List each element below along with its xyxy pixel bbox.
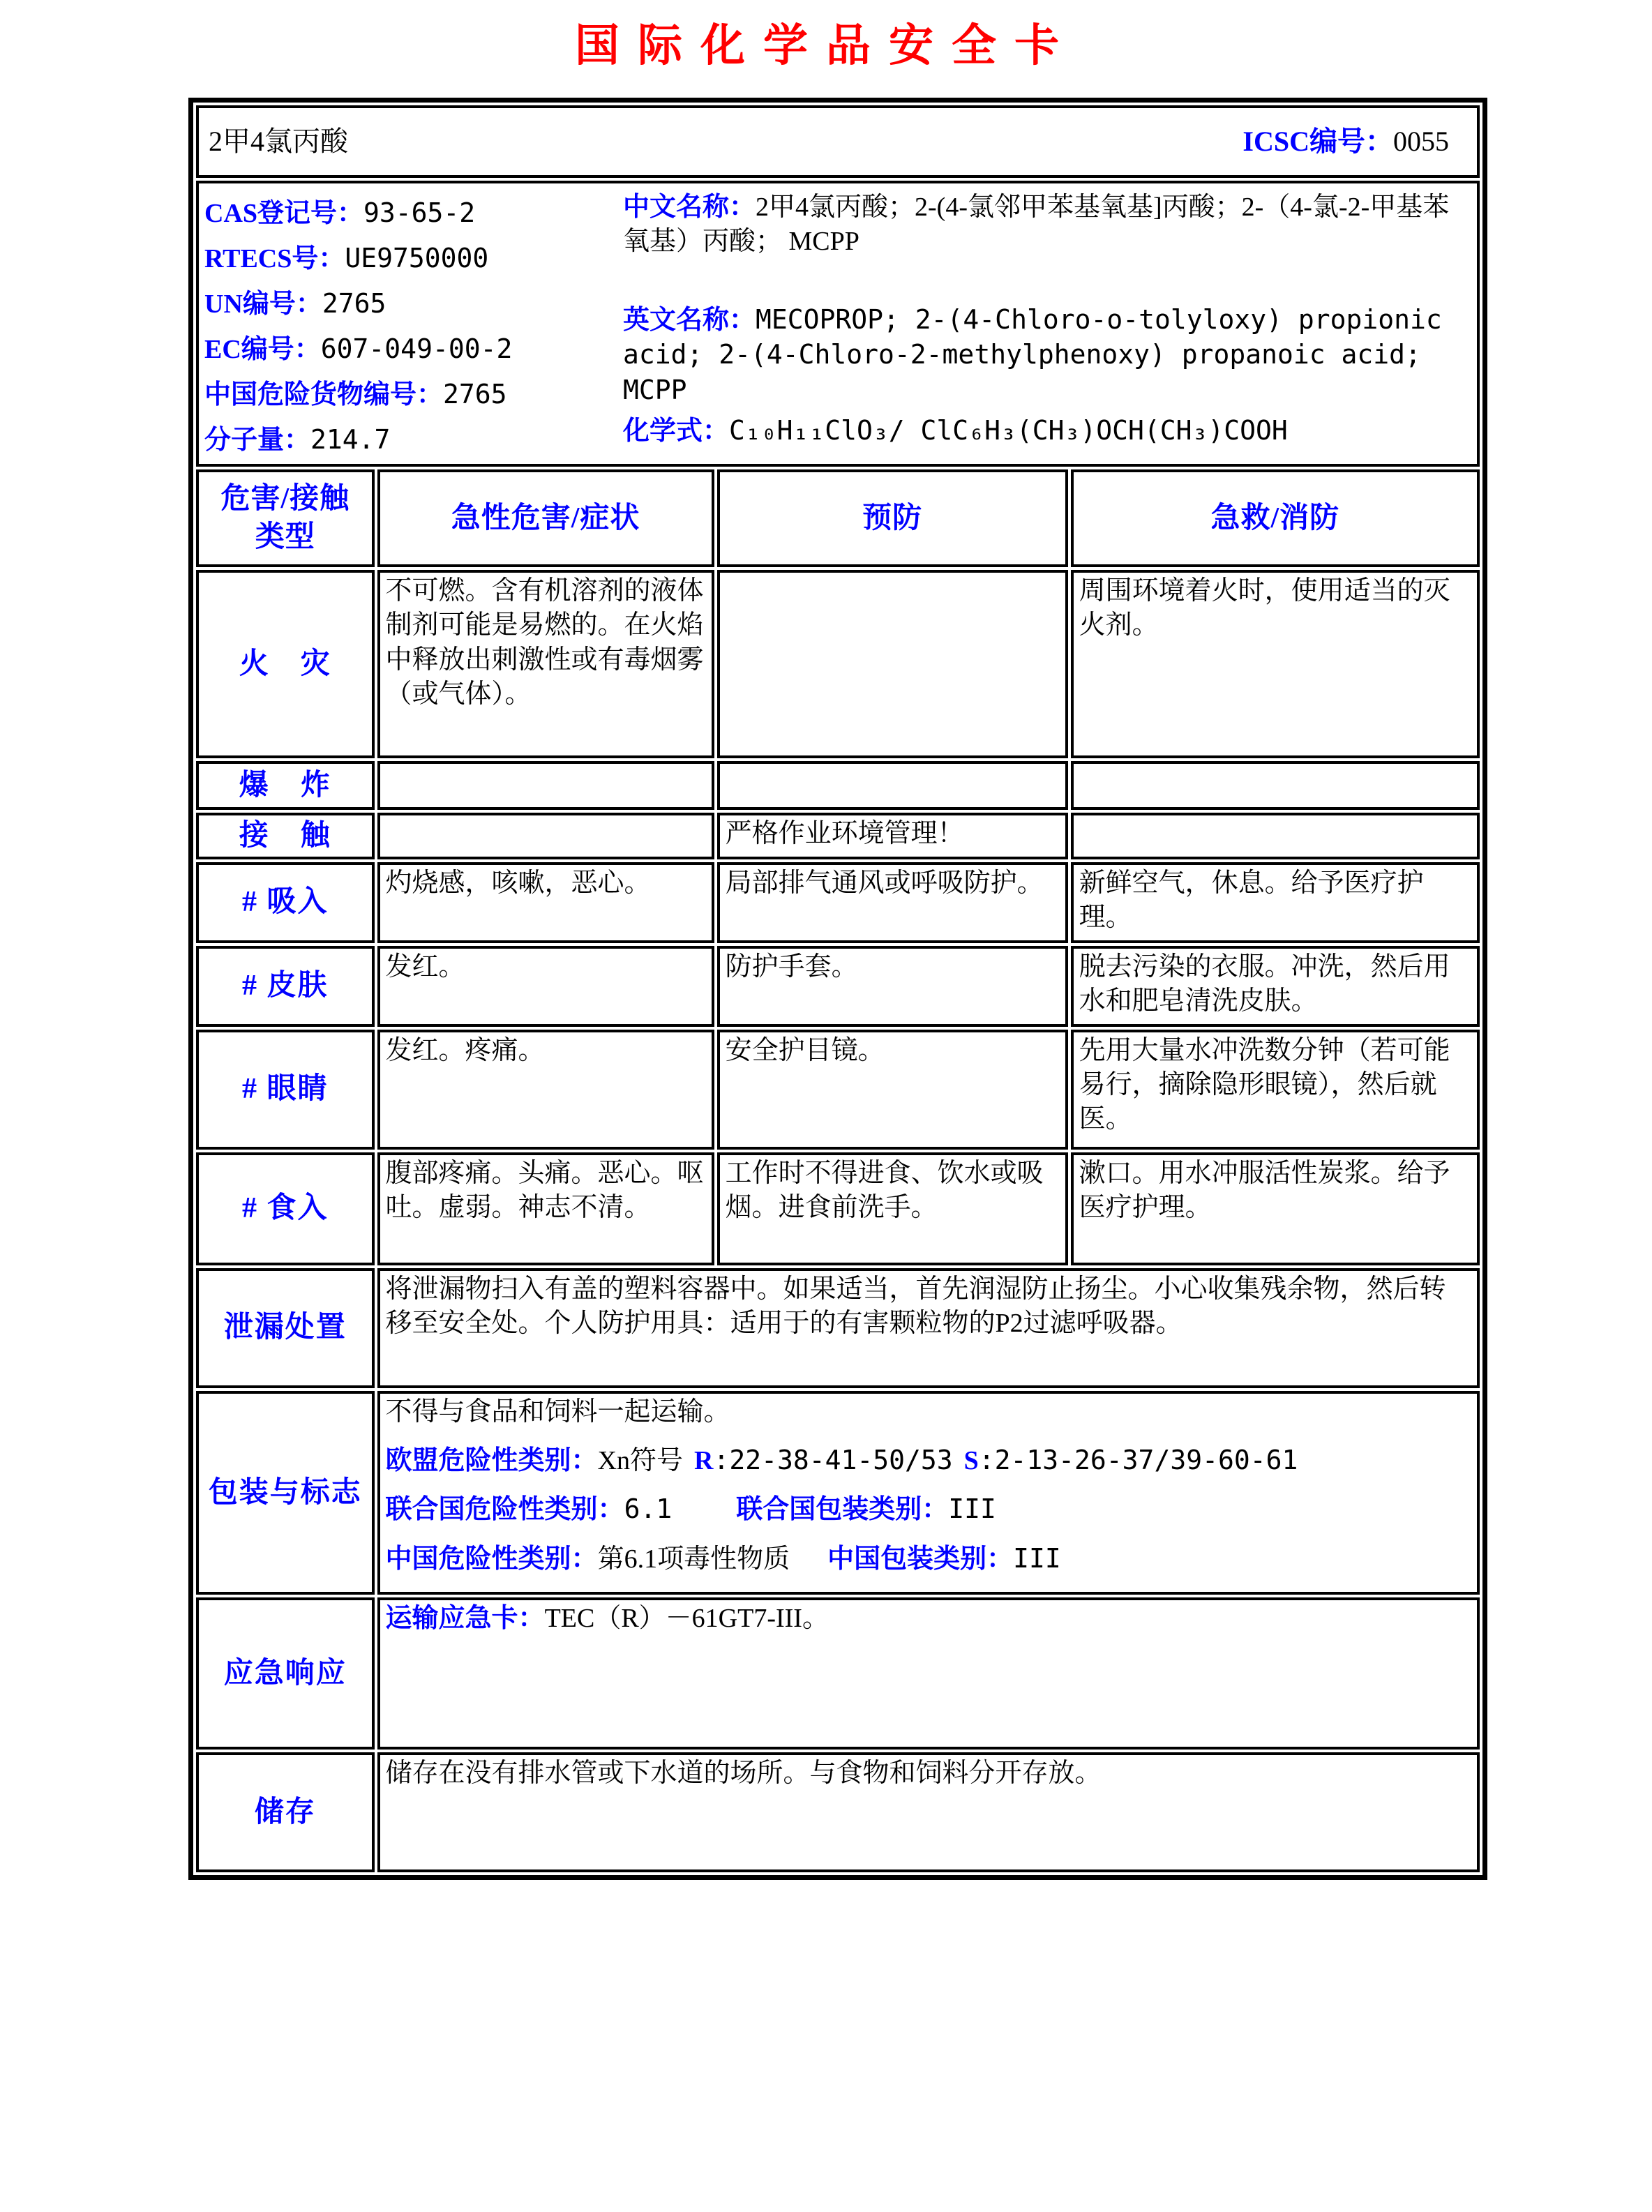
english-name-line (623, 303, 1469, 408)
registry-numbers (204, 190, 623, 462)
skin-acute: 发红。 (377, 946, 714, 1027)
tec-card-label: 运输应急卡： (385, 1604, 545, 1634)
s-phrases-label: S (963, 1445, 979, 1475)
r-phrases-value: :22-38-41-50/53 (713, 1444, 953, 1475)
exposure-first-aid (1071, 813, 1480, 859)
china-classification-line (386, 1542, 1471, 1577)
emergency-row (196, 1597, 1480, 1750)
english-name-label: 英文名称： (623, 305, 756, 335)
formula-value: C₁₀H₁₁ClO₃/ ClC₆H₃(CH₃)OCH(CH₃)COOH (729, 414, 1288, 446)
chemical-name: 2甲4氯丙酸 (209, 126, 348, 157)
identification-row (196, 181, 1480, 467)
china-class-label: 中国危险性类别： (385, 1544, 598, 1574)
china-packgroup-label: 中国包装类别： (827, 1544, 1014, 1574)
header-acute-hazards: 急性危害/症状 (377, 469, 714, 567)
page-title: 国际化学品安全卡 (575, 21, 1077, 70)
un-packgroup-label: 联合国包装类别： (736, 1495, 949, 1525)
chemical-names (623, 190, 1471, 462)
inhalation-prevention: 局部排气通风或呼吸防护。 (717, 862, 1068, 943)
header-hazard-type (196, 469, 375, 567)
un-number-line (204, 281, 623, 326)
chinese-name-label: 中文名称： (623, 193, 756, 222)
eu-classification-line (386, 1443, 1471, 1478)
explosion-first-aid (1071, 761, 1480, 810)
header-prevention: 预防 (717, 469, 1068, 567)
eyes-row (196, 1030, 1480, 1150)
eu-class-symbol: Xn符号 (597, 1445, 684, 1475)
ingestion-prevention: 工作时不得进食、饮水或吸烟。进食前洗手。 (717, 1152, 1068, 1265)
inhalation-label: # 吸入 (196, 862, 375, 943)
china-dg-number-line (204, 372, 623, 417)
cas-value: 93-65-2 (363, 197, 476, 228)
icsc-card-table (188, 98, 1487, 1880)
eyes-prevention: 安全护目镜。 (717, 1030, 1068, 1150)
eyes-label: # 眼睛 (196, 1030, 375, 1150)
china-class-value: 第6.1项毒性物质 (597, 1544, 790, 1574)
skin-row (196, 946, 1480, 1027)
exposure-label: 接 触 (196, 813, 375, 859)
chinese-name-line (623, 190, 1469, 259)
spillage-text (377, 1268, 1480, 1388)
inhalation-row (196, 862, 1480, 943)
fire-first-aid: 周围环境着火时，使用适当的灭火剂。 (1071, 570, 1480, 758)
cas-number-line (204, 190, 623, 236)
explosion-label: 爆 炸 (196, 761, 375, 810)
formula-line (623, 414, 1469, 449)
exposure-prevention: 严格作业环境管理！ (717, 813, 1068, 859)
china-dg-value: 2765 (443, 379, 507, 409)
cas-label: CAS登记号： (204, 199, 364, 228)
un-packgroup-value: III (948, 1494, 996, 1525)
tec-card-line (386, 1602, 1471, 1636)
chinese-name-value: 2甲4氯丙酸；2-(4-氯邻甲苯基氧基]丙酸；2-（4-氯-2-甲基苯氧基）丙酸； MCPP (623, 193, 1450, 257)
un-classification-line (386, 1492, 1471, 1527)
eyes-acute: 发红。疼痛。 (377, 1030, 714, 1150)
molecular-weight-value: 214.7 (310, 424, 391, 455)
icsc-number-group (1242, 123, 1449, 160)
storage-row (196, 1752, 1480, 1872)
eyes-first-aid: 先用大量水冲洗数分钟（若可能易行，摘除隐形眼镜），然后就医。 (1071, 1030, 1480, 1150)
packaging-label: 包装与标志 (196, 1391, 375, 1595)
fire-row (196, 570, 1480, 758)
ec-number-line (204, 326, 623, 372)
spillage-row (196, 1268, 1480, 1388)
card-name-row (196, 105, 1480, 178)
ec-value: 607-049-00-2 (320, 333, 513, 364)
emergency-text (377, 1597, 1480, 1750)
explosion-acute (377, 761, 714, 810)
rtecs-label: RTECS号： (204, 244, 345, 273)
storage-text (377, 1752, 1480, 1872)
fire-acute: 不可燃。含有机溶剂的液体制剂可能是易燃的。在火焰中释放出刺激性或有毒烟雾（或气体）。 (377, 570, 714, 758)
s-phrases-value: :2-13-26-37/39-60-61 (978, 1444, 1298, 1475)
emergency-label: 应急响应 (196, 1597, 375, 1750)
exposure-acute (377, 813, 714, 859)
explosion-prevention (717, 761, 1068, 810)
skin-first-aid: 脱去污染的衣服。冲洗，然后用水和肥皂清洗皮肤。 (1071, 946, 1480, 1027)
card-name-cell (196, 105, 1480, 178)
china-packgroup-value: III (1013, 1542, 1061, 1574)
molecular-weight-label: 分子量： (204, 426, 311, 455)
r-phrases-label: R (694, 1445, 714, 1475)
un-class-value: 6.1 (624, 1494, 673, 1525)
spillage-label: 泄漏处置 (196, 1268, 375, 1388)
header-hazard-type-line2: 类型 (255, 521, 315, 553)
ingestion-label: # 食入 (196, 1152, 375, 1265)
fire-prevention (717, 570, 1068, 758)
formula-label: 化学式： (623, 416, 730, 446)
explosion-row (196, 761, 1480, 810)
eu-class-label: 欧盟危险性类别： (385, 1445, 598, 1475)
exposure-row (196, 813, 1480, 859)
skin-label: # 皮肤 (196, 946, 375, 1027)
packaging-text (377, 1391, 1480, 1595)
un-class-label: 联合国危险性类别： (385, 1495, 624, 1525)
identification-cell (196, 181, 1480, 467)
packaging-transport-note: 不得与食品和饲料一起运输。 (385, 1397, 730, 1427)
china-dg-label: 中国危险货物编号： (204, 380, 444, 409)
rtecs-number-line (204, 236, 623, 281)
ingestion-row (196, 1152, 1480, 1265)
rtecs-value: UE9750000 (345, 243, 489, 273)
storage-label: 储存 (196, 1752, 375, 1872)
header-hazard-type-line1: 危害/接触 (220, 483, 350, 516)
header-first-aid: 急救/消防 (1071, 469, 1480, 567)
ingestion-first-aid: 漱口。用水冲服活性炭浆。给予医疗护理。 (1071, 1152, 1480, 1265)
hazard-header-row (196, 469, 1480, 567)
storage-paragraph: 储存在没有排水管或下水道的场所。与食物和饲料分开存放。 (385, 1759, 1102, 1789)
un-label: UN编号： (204, 289, 322, 319)
english-name-value: MECOPROP; 2-(4-Chloro-o-tolyloxy) propionic acid; 2-(4-Chloro-2-methylphenoxy) propanoic acid; MCPP (623, 303, 1442, 405)
icsc-number-label: ICSC编号： (1242, 126, 1393, 157)
inhalation-acute: 灼烧感，咳嗽，恶心。 (377, 862, 714, 943)
icsc-page (0, 10, 1652, 2212)
packaging-row (196, 1391, 1480, 1595)
un-value: 2765 (322, 288, 386, 319)
tec-card-value: TEC（R）－61GT7-III。 (544, 1604, 829, 1634)
ingestion-acute: 腹部疼痛。头痛。恶心。呕吐。虚弱。神志不清。 (377, 1152, 714, 1265)
molecular-weight-line (204, 417, 623, 462)
skin-prevention: 防护手套。 (717, 946, 1068, 1027)
icsc-number-value: 0055 (1393, 126, 1449, 157)
fire-label: 火 灾 (196, 570, 375, 758)
ec-label: EC编号： (204, 335, 321, 364)
inhalation-first-aid: 新鲜空气，休息。给予医疗护理。 (1071, 862, 1480, 943)
spillage-paragraph: 将泄漏物扫入有盖的塑料容器中。如果适当，首先润湿防止扬尘。小心收集残余物，然后转移至安全处。个人防护用具：适用于的有害颗粒物的P2过滤呼吸器。 (385, 1274, 1446, 1338)
